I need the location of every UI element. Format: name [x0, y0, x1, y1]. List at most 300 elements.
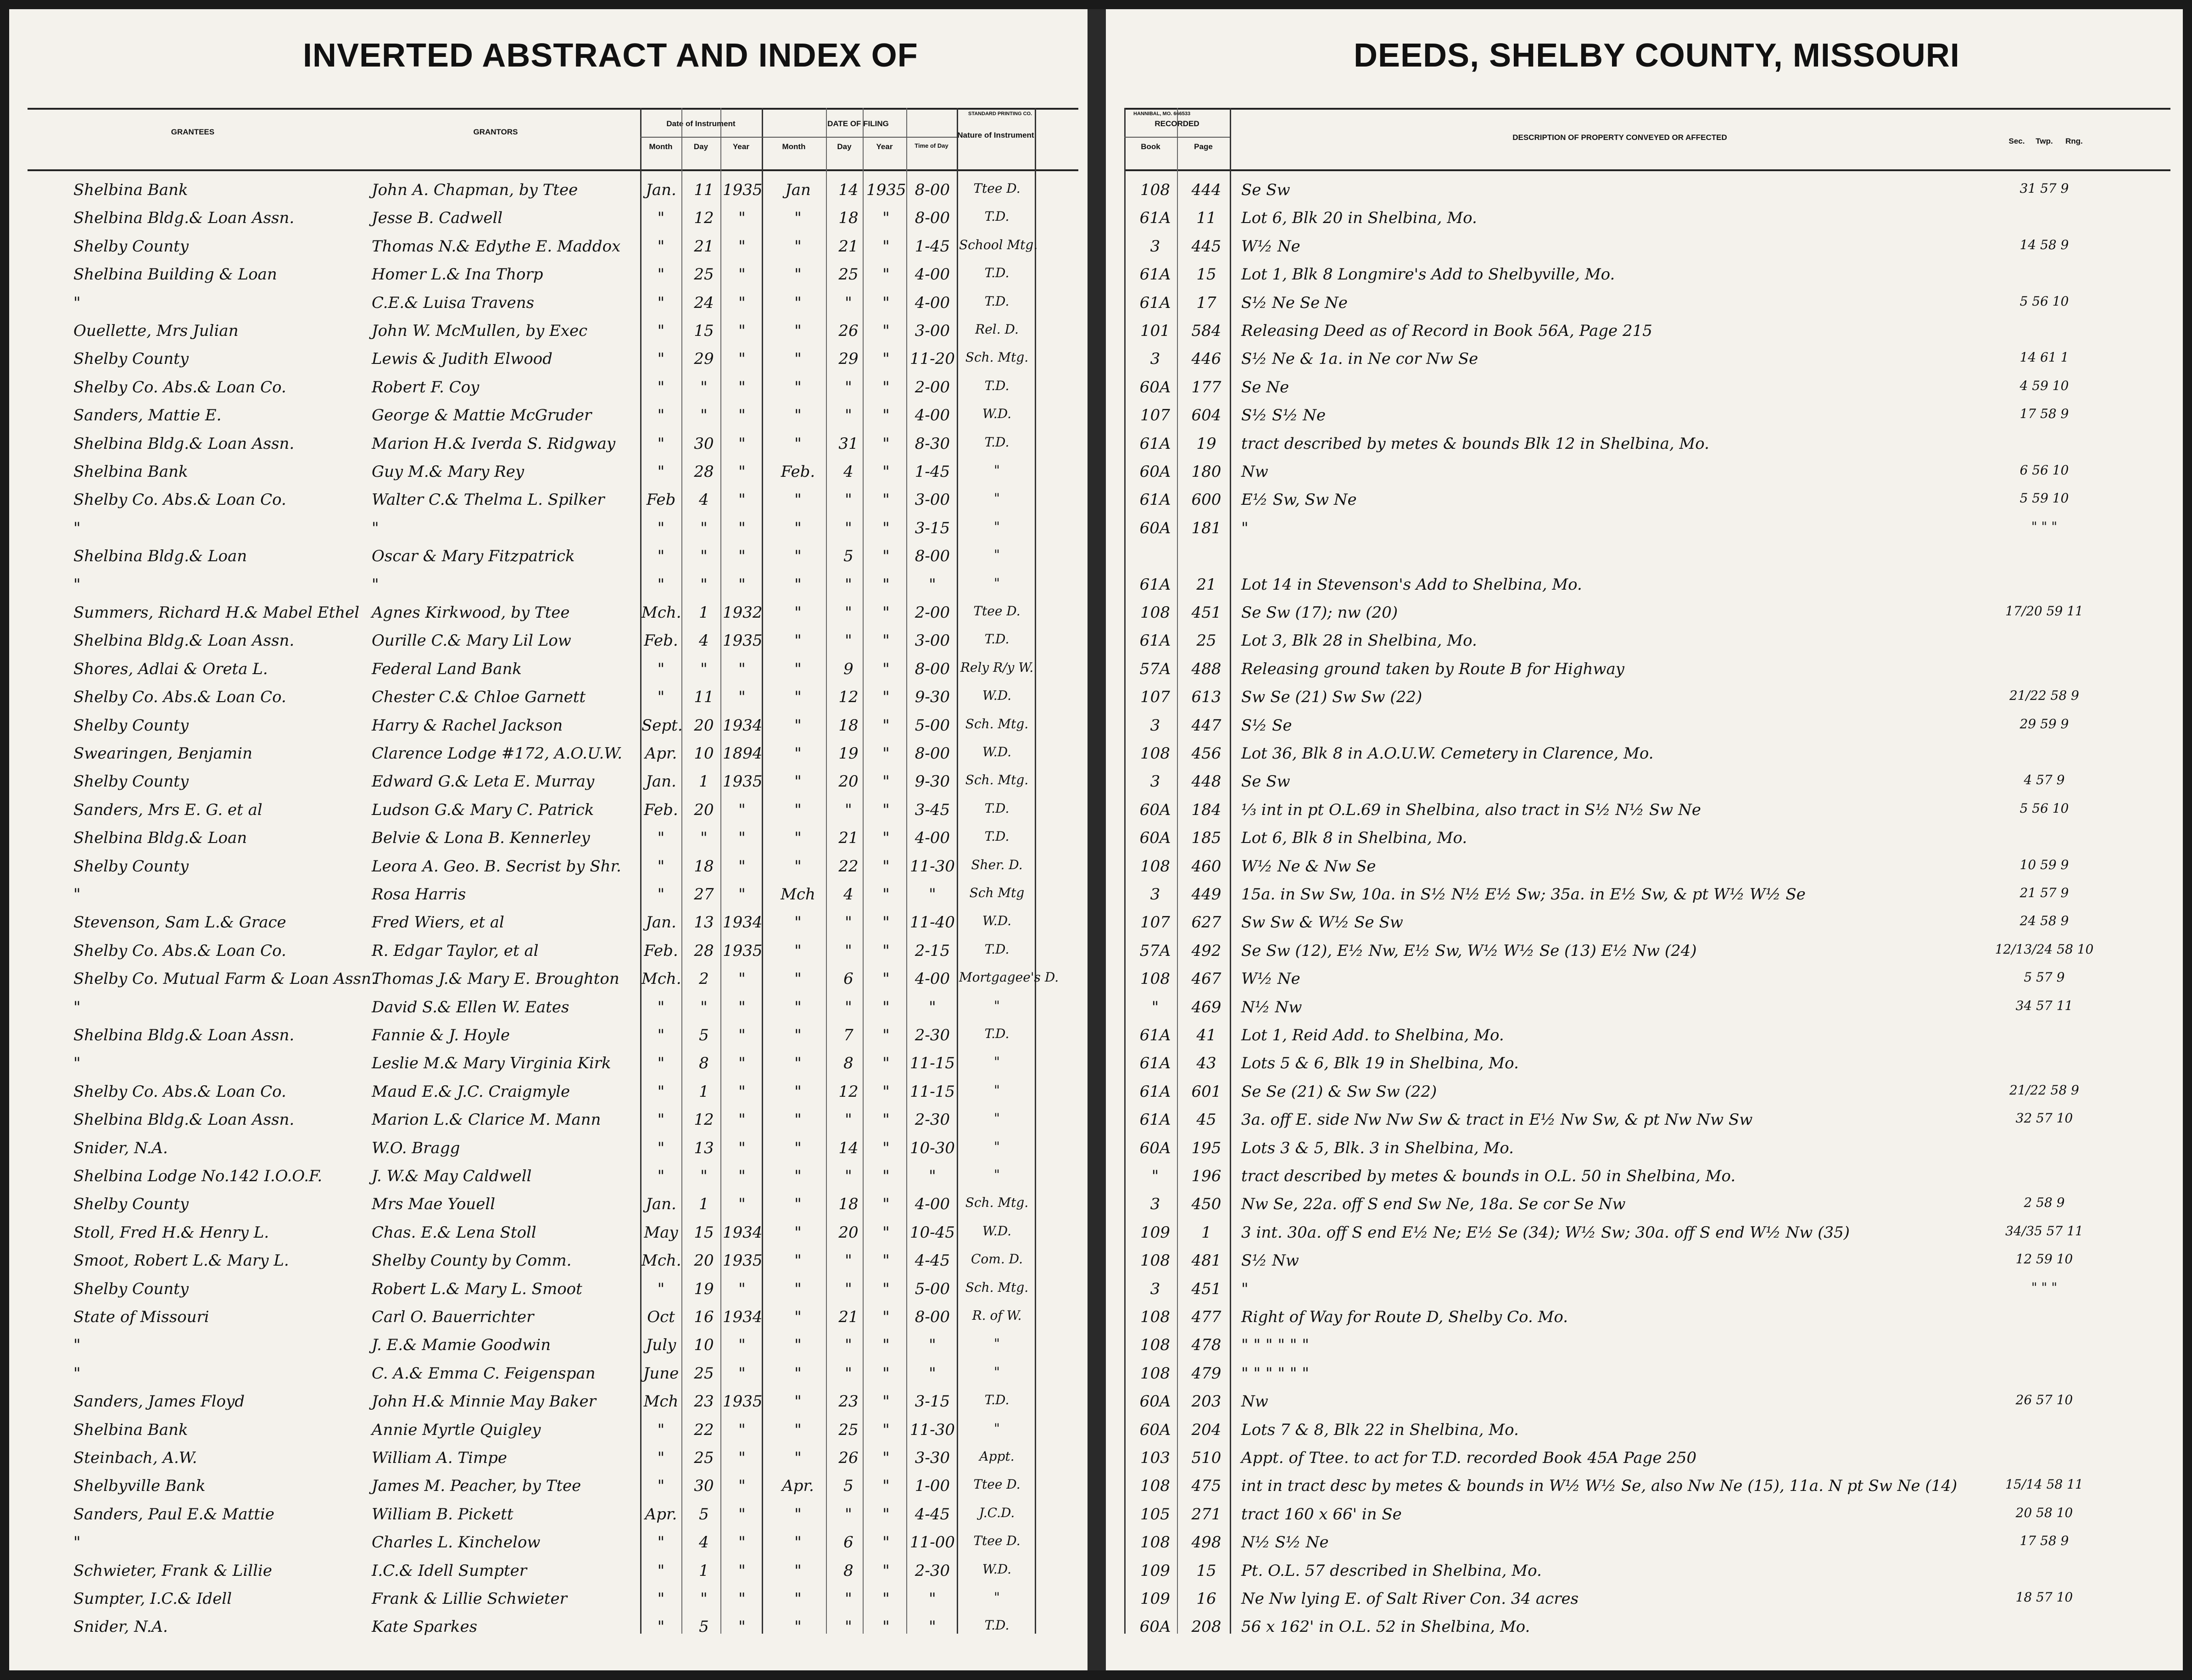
file-year-cell: " — [882, 463, 890, 481]
grantor-cell: Oscar & Mary Fitzpatrick — [372, 547, 575, 566]
description-cell: 3 int. 30a. off S end E½ Ne; E½ Se (34); W½ Sw; 30a. off S end W½ Nw (35) — [1241, 1223, 1850, 1242]
file-year-cell: " — [882, 1561, 890, 1580]
inst-month-cell: Jan. — [646, 181, 676, 199]
file-year-cell: " — [882, 1477, 890, 1496]
description-cell: Se Ne — [1241, 378, 1289, 396]
file-day-cell: 9 — [843, 659, 853, 678]
inst-month-cell: " — [657, 293, 665, 312]
time-cell: 4-00 — [915, 970, 950, 988]
file-day-cell: " — [845, 406, 852, 425]
book-cell: 109 — [1140, 1590, 1170, 1608]
right-entry-row — [1106, 1531, 2183, 1554]
page-cell: 448 — [1191, 772, 1221, 791]
page-cell: 467 — [1191, 970, 1221, 988]
left-entry-row — [9, 235, 1088, 258]
file-year-cell: " — [882, 209, 890, 228]
time-cell: " — [929, 998, 936, 1016]
file-year-cell: " — [882, 575, 890, 594]
inst-year-cell: " — [738, 1054, 746, 1073]
grantor-cell: Robert L.& Mary L. Smoot — [372, 1279, 582, 1298]
book-cell: 109 — [1140, 1561, 1170, 1580]
file-month-cell: " — [794, 1505, 802, 1524]
header-subrule — [640, 137, 957, 138]
file-month-cell: Apr. — [782, 1477, 814, 1496]
grantor-cell: Kate Sparkes — [372, 1618, 478, 1636]
left-entry-row — [9, 517, 1088, 540]
inst-year-cell: " — [738, 350, 746, 368]
left-entry-row — [9, 911, 1088, 934]
file-day-cell: " — [845, 1251, 852, 1270]
inst-day-cell: 24 — [694, 293, 714, 312]
grantee-cell: Shelby County — [73, 1279, 189, 1298]
left-entry-row — [9, 433, 1088, 456]
description-cell: Lot 3, Blk 28 in Shelbina, Mo. — [1241, 631, 1477, 650]
left-entry-row — [9, 799, 1088, 822]
description-cell: tract described by metes & bounds in O.L. 50 in Shelbina, Mo. — [1241, 1167, 1736, 1185]
file-day-cell: " — [845, 1364, 852, 1383]
left-entry-row — [9, 855, 1088, 878]
inst-year-cell: " — [738, 1533, 746, 1552]
left-entry-row — [9, 940, 1088, 963]
time-cell: 2-30 — [915, 1026, 950, 1044]
left-entry-row — [9, 1137, 1088, 1160]
inst-year-cell: " — [738, 322, 746, 340]
nature-cell: " — [994, 575, 1000, 591]
left-entry-row — [9, 320, 1088, 343]
inst-month-cell: " — [657, 1167, 665, 1185]
page-cell: 510 — [1191, 1449, 1221, 1467]
left-entry-row — [9, 1560, 1088, 1583]
grantor-cell: Rosa Harris — [372, 885, 466, 904]
description-cell: Nw Se, 22a. off S end Sw Ne, 18a. Se cor Se Nw — [1241, 1195, 1626, 1214]
grantee-cell: Steinbach, A.W. — [73, 1449, 197, 1467]
left-entry-row — [9, 1222, 1088, 1245]
file-year-cell: " — [882, 265, 890, 284]
file-day-cell: 21 — [838, 237, 859, 256]
file-month-cell: " — [794, 406, 802, 425]
file-month-cell: Feb. — [781, 463, 815, 481]
book-cell: 3 — [1150, 772, 1160, 791]
nature-cell: T.D. — [984, 1392, 1010, 1408]
description-cell: S½ S½ Ne — [1241, 406, 1326, 425]
file-year-cell: " — [882, 772, 890, 791]
nature-cell: W.D. — [982, 744, 1012, 759]
description-cell: N½ Nw — [1241, 998, 1302, 1016]
description-cell: Appt. of Ttee. to act for T.D. recorded Book 45A Page 250 — [1241, 1449, 1697, 1467]
file-month-cell: " — [794, 1223, 802, 1242]
file-year-cell: " — [882, 406, 890, 425]
book-cell: " — [1151, 998, 1159, 1016]
grantor-cell: " — [372, 575, 379, 594]
grantee-cell: Snider, N.A. — [73, 1618, 168, 1636]
file-day-cell: 18 — [838, 209, 859, 228]
nature-cell: " — [994, 1590, 1000, 1605]
book-cell: 61A — [1139, 1111, 1171, 1129]
file-month-cell: Mch — [781, 885, 815, 904]
inst-month-cell: Apr. — [645, 744, 677, 763]
right-entry-row — [1106, 742, 2183, 765]
left-entry-row — [9, 827, 1088, 850]
time-cell: 5-00 — [915, 716, 950, 735]
grantee-cell: Shelby County — [73, 350, 189, 368]
grantor-cell: Lewis & Judith Elwood — [372, 350, 553, 368]
right-entry-row — [1106, 770, 2183, 793]
nature-cell: Sch. Mtg. — [965, 716, 1029, 731]
right-entry-row — [1106, 292, 2183, 315]
grantee-cell: Shelby County — [73, 1195, 189, 1214]
inst-month-cell: " — [657, 659, 665, 678]
grantor-cell: Leslie M.& Mary Virginia Kirk — [372, 1054, 611, 1073]
inst-year-cell: " — [738, 519, 746, 537]
file-month-cell: " — [794, 1111, 802, 1129]
inst-year-cell: 1894 — [723, 744, 763, 763]
nature-cell: School Mtg. — [959, 237, 1038, 252]
grantor-cell: Shelby County by Comm. — [372, 1251, 572, 1270]
grantee-cell: Shelby Co. Mutual Farm & Loan Assn. — [73, 970, 376, 988]
grantor-cell: Edward G.& Leta E. Murray — [372, 772, 595, 791]
page-cell: 613 — [1191, 688, 1221, 707]
nature-cell: " — [994, 547, 1000, 563]
grantor-cell: Clarence Lodge #172, A.O.U.W. — [372, 744, 623, 763]
book-cell: 108 — [1140, 603, 1170, 622]
inst-year-cell: " — [738, 970, 746, 988]
grantor-cell: R. Edgar Taylor, et al — [372, 941, 539, 960]
file-day-cell: 14 — [838, 181, 859, 199]
nature-cell: " — [994, 1139, 1000, 1154]
inst-month-cell: " — [657, 209, 665, 228]
inst-day-cell: " — [700, 998, 708, 1016]
page-cell: 1 — [1201, 1223, 1211, 1242]
inst-year-cell: 1934 — [723, 716, 763, 735]
grantor-cell: Guy M.& Mary Rey — [372, 463, 524, 481]
description-cell: W½ Ne & Nw Se — [1241, 857, 1376, 876]
book-cell: 107 — [1140, 913, 1170, 932]
book-cell: 61A — [1139, 1082, 1171, 1101]
file-day-cell: 22 — [838, 857, 859, 876]
header-inst-year: Year — [733, 142, 749, 151]
inst-year-cell: " — [738, 293, 746, 312]
file-day-cell: " — [845, 1505, 852, 1524]
time-cell: " — [929, 1336, 936, 1355]
description-cell: Lots 3 & 5, Blk. 3 in Shelbina, Mo. — [1241, 1139, 1514, 1157]
right-entry-row — [1106, 320, 2183, 343]
grantee-cell: Sanders, Mattie E. — [73, 406, 222, 425]
nature-cell: Ttee D. — [973, 1533, 1021, 1549]
book-cell: 57A — [1139, 659, 1171, 678]
nature-cell: Mortgagee's D. — [959, 970, 1059, 985]
inst-year-cell: " — [738, 1561, 746, 1580]
grantor-cell: Thomas N.& Edythe E. Maddox — [372, 237, 621, 256]
inst-day-cell: 8 — [699, 1054, 709, 1073]
time-cell: 3-45 — [915, 800, 950, 819]
file-year-cell: " — [882, 1111, 890, 1129]
grantee-cell: " — [73, 1054, 81, 1073]
file-month-cell: " — [794, 350, 802, 368]
file-month-cell: " — [794, 1308, 802, 1326]
description-cell: tract described by metes & bounds Blk 12 in Shelbina, Mo. — [1241, 434, 1709, 453]
file-day-cell: 5 — [843, 1477, 853, 1496]
file-day-cell: " — [845, 603, 852, 622]
file-day-cell: " — [845, 1111, 852, 1129]
right-entry-row — [1106, 545, 2183, 568]
page-cell: 15 — [1196, 265, 1216, 284]
right-entry-row — [1106, 1081, 2183, 1104]
inst-month-cell: " — [657, 350, 665, 368]
inst-year-cell: " — [738, 800, 746, 819]
right-entry-row — [1106, 996, 2183, 1019]
inst-month-cell: " — [657, 265, 665, 284]
book-cell: 60A — [1139, 829, 1171, 848]
right-entry-row — [1106, 1024, 2183, 1047]
inst-month-cell: " — [657, 434, 665, 453]
file-day-cell: " — [845, 293, 852, 312]
grantee-cell: Sanders, Paul E.& Mattie — [73, 1505, 274, 1524]
file-year-cell: " — [882, 659, 890, 678]
book-cell: 61A — [1139, 209, 1171, 228]
inst-day-cell: 5 — [699, 1618, 709, 1636]
nature-cell: " — [994, 1082, 1000, 1098]
nature-cell: Ttee D. — [973, 603, 1021, 619]
book-cell: 108 — [1140, 744, 1170, 763]
right-entry-row — [1106, 1560, 2183, 1583]
file-day-cell: 6 — [843, 970, 853, 988]
left-entry-row — [9, 714, 1088, 737]
file-day-cell: 5 — [843, 547, 853, 566]
file-year-cell: " — [882, 1618, 890, 1636]
book-cell: 61A — [1139, 1026, 1171, 1044]
file-year-cell: 1935 — [866, 181, 906, 199]
inst-year-cell: " — [738, 829, 746, 848]
grantee-cell: Shelbina Bldg.& Loan Assn. — [73, 1026, 295, 1044]
page-cell: 271 — [1191, 1505, 1221, 1524]
file-year-cell: " — [882, 1167, 890, 1185]
file-day-cell: 25 — [838, 265, 859, 284]
time-cell: 11-00 — [909, 1533, 955, 1552]
file-year-cell: " — [882, 293, 890, 312]
file-month-cell: " — [794, 631, 802, 650]
inst-year-cell: " — [738, 659, 746, 678]
left-entry-row — [9, 602, 1088, 625]
grantee-cell: Shelbina Bldg.& Loan Assn. — [73, 631, 295, 650]
nature-cell: T.D. — [984, 293, 1010, 309]
header-book: Book — [1141, 142, 1160, 151]
page-cell: 604 — [1191, 406, 1221, 425]
right-entry-row — [1106, 1193, 2183, 1216]
time-cell: 4-00 — [915, 406, 950, 425]
grantor-cell: Chester C.& Chloe Garnett — [372, 688, 586, 707]
right-entry-row — [1106, 348, 2183, 371]
nature-cell: W.D. — [982, 406, 1012, 422]
left-entry-row — [9, 1390, 1088, 1413]
nature-cell: J.C.D. — [979, 1505, 1015, 1520]
inst-year-cell: " — [738, 491, 746, 509]
file-month-cell: " — [794, 434, 802, 453]
description-cell: 15a. in Sw Sw, 10a. in S½ N½ E½ Sw; 35a. in E½ Sw, & pt W½ W½ Se — [1241, 885, 1806, 904]
grantor-cell: Frank & Lillie Schwieter — [372, 1590, 567, 1608]
sec-twp-rng-cell: 26 57 10 — [2015, 1392, 2073, 1408]
nature-cell: Ttee D. — [973, 181, 1021, 196]
time-cell: 4-00 — [915, 1195, 950, 1214]
inst-day-cell: 13 — [694, 913, 714, 932]
inst-month-cell: " — [657, 1533, 665, 1552]
grantee-cell: " — [73, 885, 81, 904]
grantee-cell: Shelby County — [73, 237, 189, 256]
right-entry-row — [1106, 855, 2183, 878]
grantor-cell: John A. Chapman, by Ttee — [372, 181, 578, 199]
header-recorded: RECORDED — [1155, 119, 1199, 128]
inst-day-cell: " — [700, 378, 708, 396]
file-month-cell: " — [794, 1336, 802, 1355]
inst-day-cell: " — [700, 547, 708, 566]
inst-day-cell: " — [700, 659, 708, 678]
description-cell: " — [1241, 519, 1249, 537]
nature-cell: " — [994, 1336, 1000, 1351]
sec-twp-rng-cell: 12/13/24 58 10 — [1995, 941, 2094, 957]
left-entry-row — [9, 348, 1088, 371]
grantee-cell: " — [73, 998, 81, 1016]
nature-cell: " — [994, 1111, 1000, 1126]
description-cell: Se Se (21) & Sw Sw (22) — [1241, 1082, 1437, 1101]
inst-day-cell: 18 — [694, 857, 714, 876]
inst-day-cell: 22 — [694, 1420, 714, 1439]
file-year-cell: " — [882, 491, 890, 509]
header-twp: Twp. — [2036, 137, 2053, 145]
page-cell: 177 — [1191, 378, 1221, 396]
time-cell: 10-45 — [909, 1223, 955, 1242]
grantor-cell: Belvie & Lona B. Kennerley — [372, 829, 590, 848]
inst-month-cell: " — [657, 237, 665, 256]
grantee-cell: Shelbina Bldg.& Loan Assn. — [73, 1111, 295, 1129]
inst-month-cell: " — [657, 575, 665, 594]
book-cell: " — [1151, 1167, 1159, 1185]
page-cell: 449 — [1191, 885, 1221, 904]
file-month-cell: " — [794, 575, 802, 594]
file-month-cell: " — [794, 603, 802, 622]
inst-year-cell: " — [738, 575, 746, 594]
inst-month-cell: " — [657, 463, 665, 481]
page-cell: 16 — [1196, 1590, 1216, 1608]
sec-twp-rng-cell: 5 56 10 — [2019, 800, 2069, 816]
page-cell: 460 — [1191, 857, 1221, 876]
nature-cell: W.D. — [982, 688, 1012, 703]
grantee-cell: Shelbina Bldg.& Loan — [73, 547, 247, 566]
file-day-cell: 6 — [843, 1533, 853, 1552]
file-month-cell: " — [794, 857, 802, 876]
page-cell: 208 — [1191, 1618, 1221, 1636]
file-year-cell: " — [882, 941, 890, 960]
time-cell: 11-30 — [909, 857, 955, 876]
inst-month-cell: Sept. — [641, 716, 683, 735]
header-file-day: Day — [837, 142, 852, 151]
description-cell: Lot 36, Blk 8 in A.O.U.W. Cemetery in Clarence, Mo. — [1241, 744, 1654, 763]
sec-twp-rng-cell: 17/20 59 11 — [2005, 603, 2083, 619]
file-year-cell: " — [882, 970, 890, 988]
grantor-cell: Leora A. Geo. B. Secrist by Shr. — [372, 857, 621, 876]
grantee-cell: Stoll, Fred H.& Henry L. — [73, 1223, 269, 1242]
grantee-cell: Ouellette, Mrs Julian — [73, 322, 239, 340]
page-cell: 204 — [1191, 1420, 1221, 1439]
time-cell: 8-00 — [915, 744, 950, 763]
time-cell: 4-45 — [915, 1251, 950, 1270]
grantee-cell: " — [73, 519, 81, 537]
inst-month-cell: Jan. — [646, 913, 676, 932]
left-entry-row — [9, 996, 1088, 1019]
left-entry-row — [9, 968, 1088, 991]
nature-cell: T.D. — [984, 1026, 1010, 1041]
right-entry-row — [1106, 883, 2183, 906]
description-cell: Lot 6, Blk 20 in Shelbina, Mo. — [1241, 209, 1477, 228]
file-day-cell: 8 — [843, 1561, 853, 1580]
book-cell: 61A — [1139, 434, 1171, 453]
grantor-cell: Carl O. Bauerrichter — [372, 1308, 534, 1326]
page-cell: 180 — [1191, 463, 1221, 481]
sec-twp-rng-cell: 21/22 58 9 — [2009, 688, 2079, 703]
file-year-cell: " — [882, 322, 890, 340]
left-entry-row — [9, 1306, 1088, 1329]
book-cell: 60A — [1139, 800, 1171, 819]
left-page-title: INVERTED ABSTRACT AND INDEX OF — [303, 37, 918, 74]
inst-month-cell: Feb — [646, 491, 676, 509]
file-month-cell: " — [794, 1279, 802, 1298]
time-cell: " — [929, 1167, 936, 1185]
time-cell: 3-30 — [915, 1449, 950, 1467]
grantor-cell: Ludson G.& Mary C. Patrick — [372, 800, 594, 819]
nature-cell: T.D. — [984, 829, 1010, 844]
description-cell: Se Sw — [1241, 181, 1290, 199]
grantor-cell: William A. Timpe — [372, 1449, 508, 1467]
file-month-cell: " — [794, 378, 802, 396]
nature-cell: Sch. Mtg. — [965, 1279, 1029, 1295]
inst-year-cell: " — [738, 998, 746, 1016]
left-entry-row — [9, 207, 1088, 230]
sec-twp-rng-cell: 2 58 9 — [2024, 1195, 2065, 1211]
nature-cell: " — [994, 519, 1000, 534]
grantor-cell: Chas. E.& Lena Stoll — [372, 1223, 536, 1242]
sec-twp-rng-cell: 20 58 10 — [2015, 1505, 2073, 1520]
sec-twp-rng-cell: 34 57 11 — [2015, 998, 2073, 1013]
grantee-cell: Shelby Co. Abs.& Loan Co. — [73, 378, 286, 396]
right-entry-row — [1106, 376, 2183, 399]
book-cell: 57A — [1139, 941, 1171, 960]
book-cell: 61A — [1139, 265, 1171, 284]
file-year-cell: " — [882, 1336, 890, 1355]
inst-year-cell: " — [738, 1477, 746, 1496]
inst-day-cell: 20 — [694, 1251, 714, 1270]
page-cell: 479 — [1191, 1364, 1221, 1383]
left-entry-row — [9, 1052, 1088, 1075]
file-day-cell: 12 — [838, 688, 859, 707]
file-year-cell: " — [882, 1082, 890, 1101]
description-cell: Se Sw (17); nw (20) — [1241, 603, 1398, 622]
file-day-cell: 8 — [843, 1054, 853, 1073]
time-cell: 8-00 — [915, 209, 950, 228]
inst-month-cell: " — [657, 1279, 665, 1298]
right-entry-row — [1106, 714, 2183, 737]
file-day-cell: " — [845, 1618, 852, 1636]
file-month-cell: " — [794, 209, 802, 228]
inst-year-cell: " — [738, 1195, 746, 1214]
page-cell: 475 — [1191, 1477, 1221, 1496]
file-day-cell: 25 — [838, 1420, 859, 1439]
book-cell: 107 — [1140, 406, 1170, 425]
inst-day-cell: 12 — [694, 209, 714, 228]
grantor-cell: James M. Peacher, by Ttee — [372, 1477, 581, 1496]
file-year-cell: " — [882, 631, 890, 650]
book-cell: 108 — [1140, 1336, 1170, 1355]
book-cell: 108 — [1140, 1308, 1170, 1326]
header-grantees: GRANTEES — [171, 128, 215, 136]
file-day-cell: " — [845, 378, 852, 396]
